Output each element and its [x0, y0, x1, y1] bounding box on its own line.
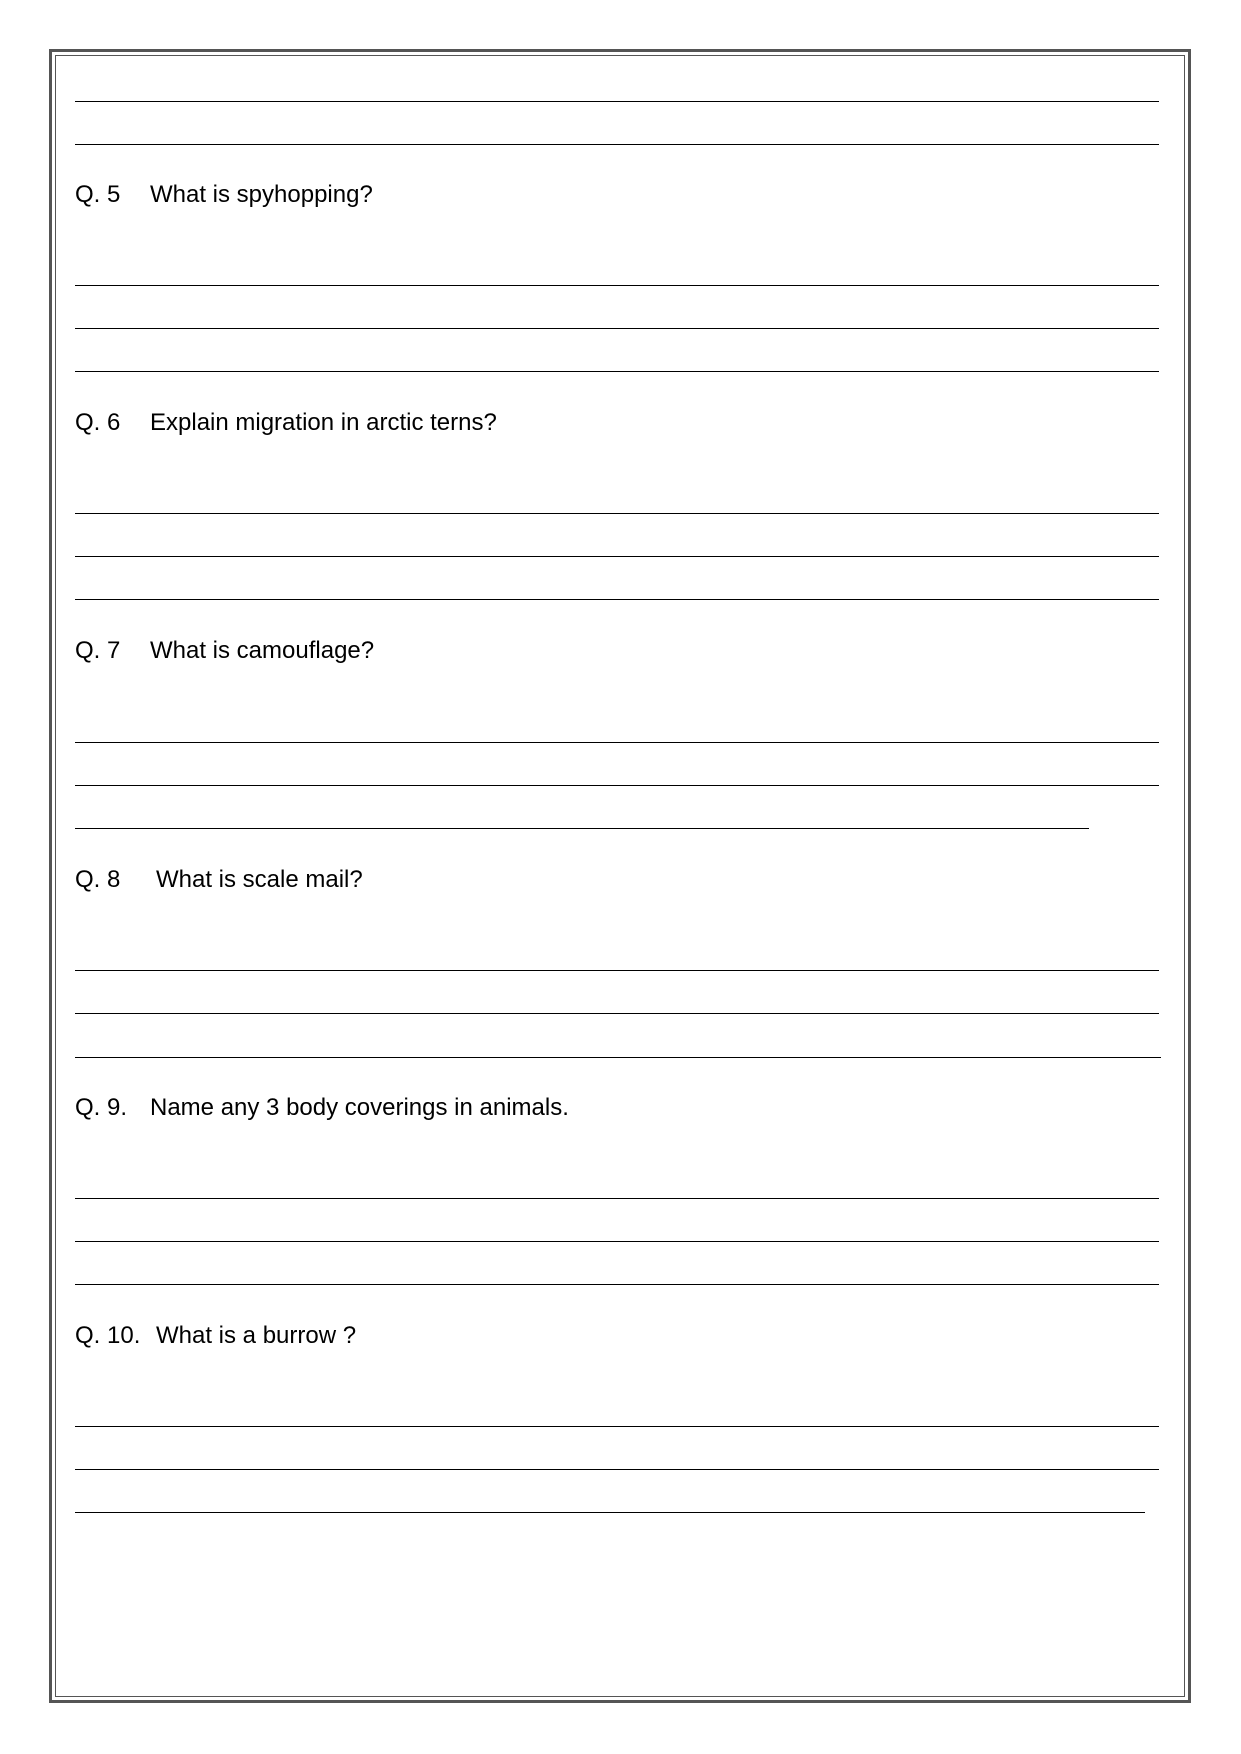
- answer-line: [75, 1426, 1159, 1427]
- question-number: Q. 5: [75, 181, 121, 208]
- question-text: What is camouflage?: [150, 637, 375, 664]
- answer-line: [75, 285, 1159, 286]
- question-9: [75, 1094, 569, 1122]
- question-text: Explain migration in arctic terns?: [150, 409, 497, 436]
- question-text: What is scale mail?: [156, 866, 363, 893]
- question-number: Q. 8: [75, 866, 121, 893]
- answer-line: [75, 599, 1159, 600]
- answer-line: [75, 1057, 1161, 1058]
- answer-line: [75, 513, 1159, 514]
- answer-line: [75, 1284, 1159, 1285]
- question-text: What is a burrow ?: [156, 1322, 357, 1349]
- answer-line: [75, 1469, 1159, 1470]
- question-text: What is spyhopping?: [150, 181, 373, 208]
- answer-line: [75, 371, 1159, 372]
- answer-line: [75, 556, 1159, 557]
- answer-line: [75, 828, 1089, 829]
- answer-line: [75, 785, 1159, 786]
- answer-line: [75, 101, 1159, 102]
- question-number: Q. 9.: [75, 1094, 128, 1121]
- answer-line: [75, 1013, 1159, 1014]
- question-number: Q. 6: [75, 409, 121, 436]
- question-5: [75, 181, 373, 209]
- question-text: Name any 3 body coverings in animals.: [150, 1094, 569, 1121]
- question-7: [75, 637, 374, 665]
- question-number: Q. 7: [75, 637, 121, 664]
- answer-line: [75, 1241, 1159, 1242]
- answer-line: [75, 1512, 1145, 1513]
- question-8: [75, 866, 363, 894]
- question-10: [75, 1322, 356, 1350]
- answer-line: [75, 742, 1159, 743]
- answer-line: [75, 970, 1159, 971]
- answer-line: [75, 328, 1159, 329]
- question-number: Q. 10.: [75, 1322, 141, 1349]
- answer-line: [75, 1198, 1159, 1199]
- answer-line: [75, 144, 1159, 145]
- question-6: [75, 409, 497, 437]
